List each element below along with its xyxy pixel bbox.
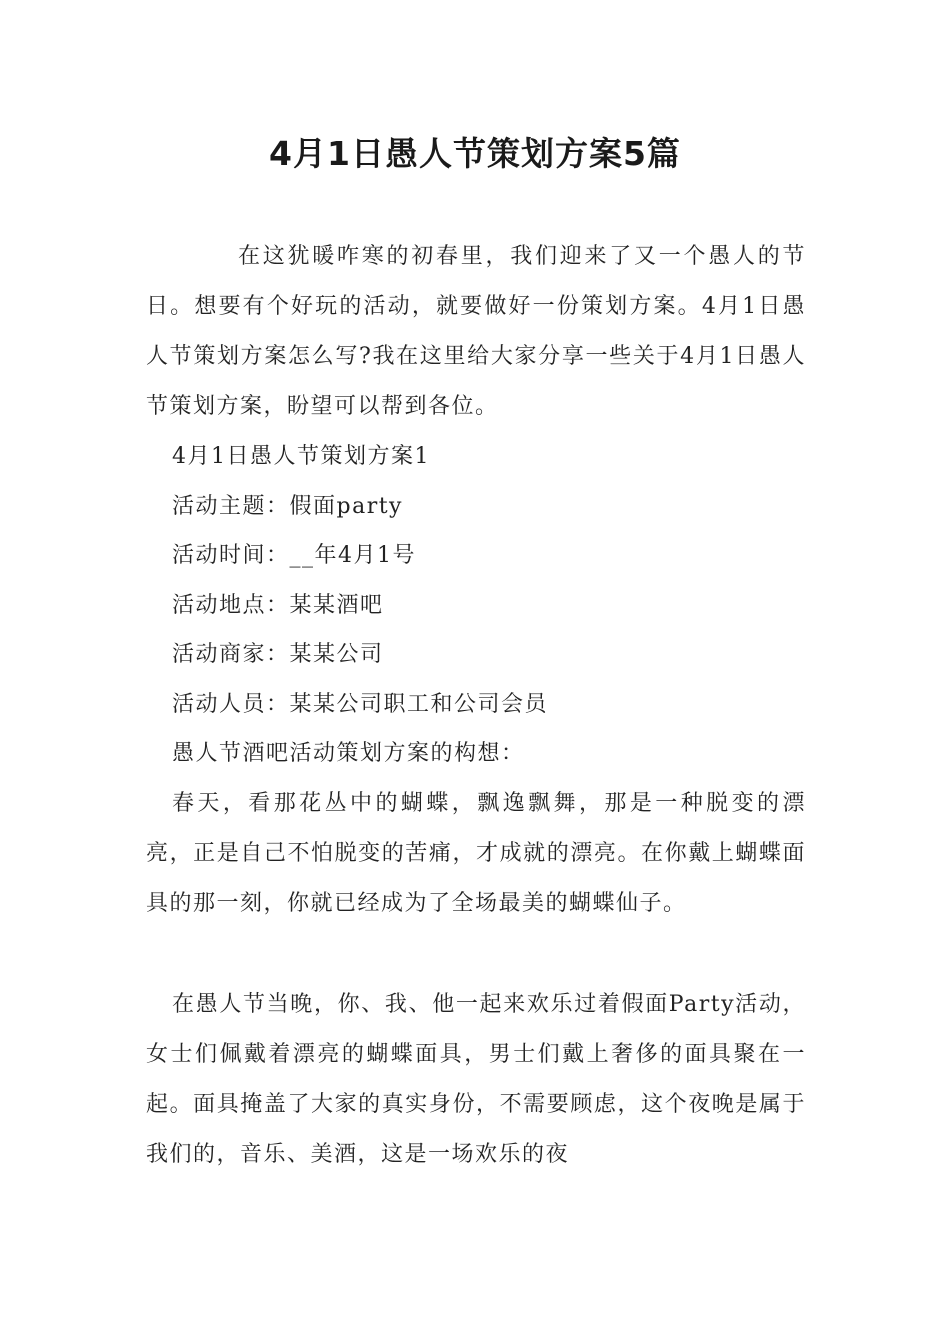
intro-paragraph: 在这犹暖咋寒的初春里，我们迎来了又一个愚人的节日。想要有个好玩的活动，就要做好一份策划方案。4月1日愚人节策划方案怎么写?我在这里给大家分享一些关于4月1日愚人节策划方案，盼望可以帮到各位。 xyxy=(146,244,806,419)
activity-location: 活动地点：某某酒吧 xyxy=(172,593,384,618)
section-heading-plan-1: 4月1日愚人节策划方案1 xyxy=(172,444,430,469)
activity-participants: 活动人员：某某公司职工和公司会员 xyxy=(172,692,549,717)
activity-merchant: 活动商家：某某公司 xyxy=(172,642,384,667)
plan-concept-heading: 愚人节酒吧活动策划方案的构想： xyxy=(172,741,525,766)
document-title: 4月1日愚人节策划方案5篇 xyxy=(269,134,681,173)
body-paragraph: 春天，看那花丛中的蝴蝶，飘逸飘舞，那是一种脱变的漂亮，正是自己不怕脱变的苦痛，才成就的漂亮。在你戴上蝴蝶面具的那一刻，你就已经成为了全场最美的蝴蝶仙子。 xyxy=(146,791,806,916)
body-paragraph: 在愚人节当晚，你、我、他一起来欢乐过着假面Party活动，女士们佩戴着漂亮的蝴蝶面具，男士们戴上奢侈的面具聚在一起。面具掩盖了大家的真实身份，不需要顾虑，这个夜晚是属于我们的，音乐、美酒，这是一场欢乐的夜 xyxy=(146,992,806,1167)
activity-theme: 活动主题：假面party xyxy=(172,494,403,519)
activity-time: 活动时间：__年4月1号 xyxy=(172,543,416,568)
